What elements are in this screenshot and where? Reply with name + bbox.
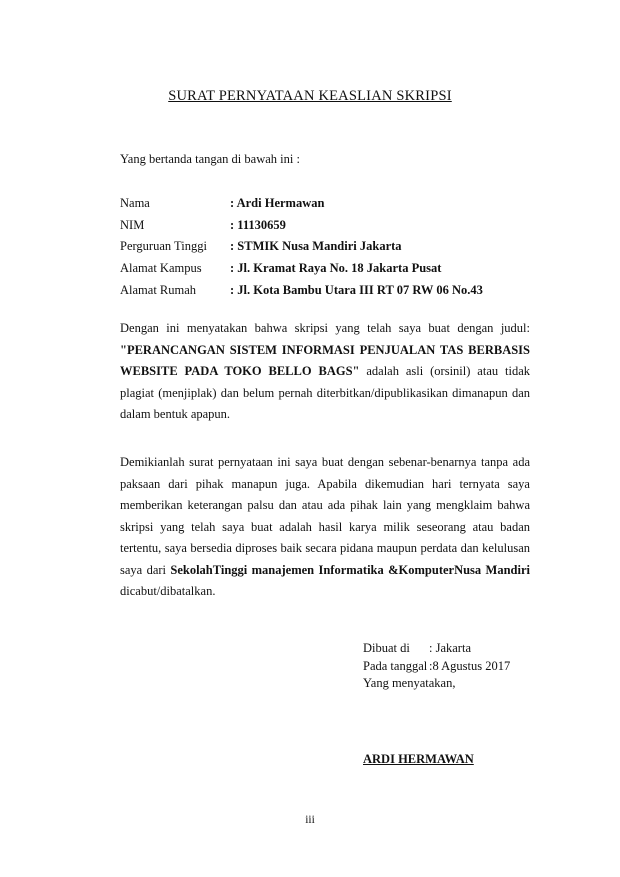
date-value: :8 Agustus 2017 bbox=[429, 658, 511, 673]
identity-value: : Ardi Hermawan bbox=[230, 196, 325, 210]
statement-paragraph bbox=[120, 318, 530, 426]
identity-block bbox=[120, 193, 483, 301]
intro-line: Yang bertanda tangan di bawah ini : bbox=[120, 152, 300, 166]
place-label: Dibuat di bbox=[363, 641, 410, 655]
signature-block bbox=[363, 640, 510, 693]
identity-value: : Jl. Kota Bambu Utara III RT 07 RW 06 No.43 bbox=[230, 282, 483, 297]
page-number: iii bbox=[305, 814, 315, 826]
declaration-text: dicabut/dibatalkan. bbox=[120, 584, 216, 598]
identity-value: : STMIK Nusa Mandiri Jakarta bbox=[230, 239, 402, 254]
date-row bbox=[363, 658, 510, 676]
identity-label: Perguruan Tinggi bbox=[120, 239, 207, 254]
identity-row-university bbox=[120, 236, 483, 258]
identity-label: Alamat Rumah bbox=[120, 282, 197, 297]
closing-line: Yang menyatakan, bbox=[363, 676, 456, 690]
institution-name: SekolahTinggi manajemen Informatika &KomputerNusa Mandiri bbox=[170, 562, 530, 577]
place-row bbox=[363, 640, 510, 658]
document-title: SURAT PERNYATAAN KEASLIAN SKRIPSI bbox=[168, 88, 452, 104]
signer-name: ARDI HERMAWAN bbox=[363, 752, 474, 766]
identity-row-campus-address bbox=[120, 258, 483, 280]
date-label: Pada tanggal bbox=[363, 658, 428, 673]
identity-row-nim bbox=[120, 215, 483, 237]
identity-row-home-address bbox=[120, 280, 483, 302]
statement-text: adalah asli (orsinil) atau tidak plagiat (menjiplak) dan belum pernah diterbitkan/dipublikasikan dimanapun dan dalam bentuk apapun. bbox=[120, 364, 531, 421]
place-value: : Jakarta bbox=[429, 641, 471, 655]
identity-label: Alamat Kampus bbox=[120, 261, 202, 276]
identity-row-name bbox=[120, 193, 483, 215]
declaration-text: Demikianlah surat pernyataan ini saya buat dengan sebenar-benarnya tanpa ada paksaan dari pihak manapun juga. Apabila dikemudian hari ternyata saya memberikan keterangan palsu dan atau ada pihak lain yang mengklaim bahwa skripsi yang telah saya buat adalah hasil karya milik seseorang atau badan tertentu, saya bersedia diproses baik secara pidana maupun perdata dan kelulusan saya dari bbox=[120, 455, 530, 577]
identity-value: : Jl. Kramat Raya No. 18 Jakarta Pusat bbox=[230, 261, 442, 276]
identity-label: Nama bbox=[120, 196, 150, 210]
thesis-title: "PERANCANGAN SISTEM INFORMASI PENJUALAN TAS BERBASIS WEBSITE PADA TOKO BELLO BAGS" bbox=[120, 342, 530, 378]
identity-label: NIM bbox=[120, 217, 145, 232]
statement-text: Dengan ini menyatakan bahwa skripsi yang telah saya buat dengan judul: bbox=[120, 321, 530, 335]
declaration-paragraph bbox=[120, 452, 530, 603]
identity-value: : 11130659 bbox=[230, 217, 286, 232]
